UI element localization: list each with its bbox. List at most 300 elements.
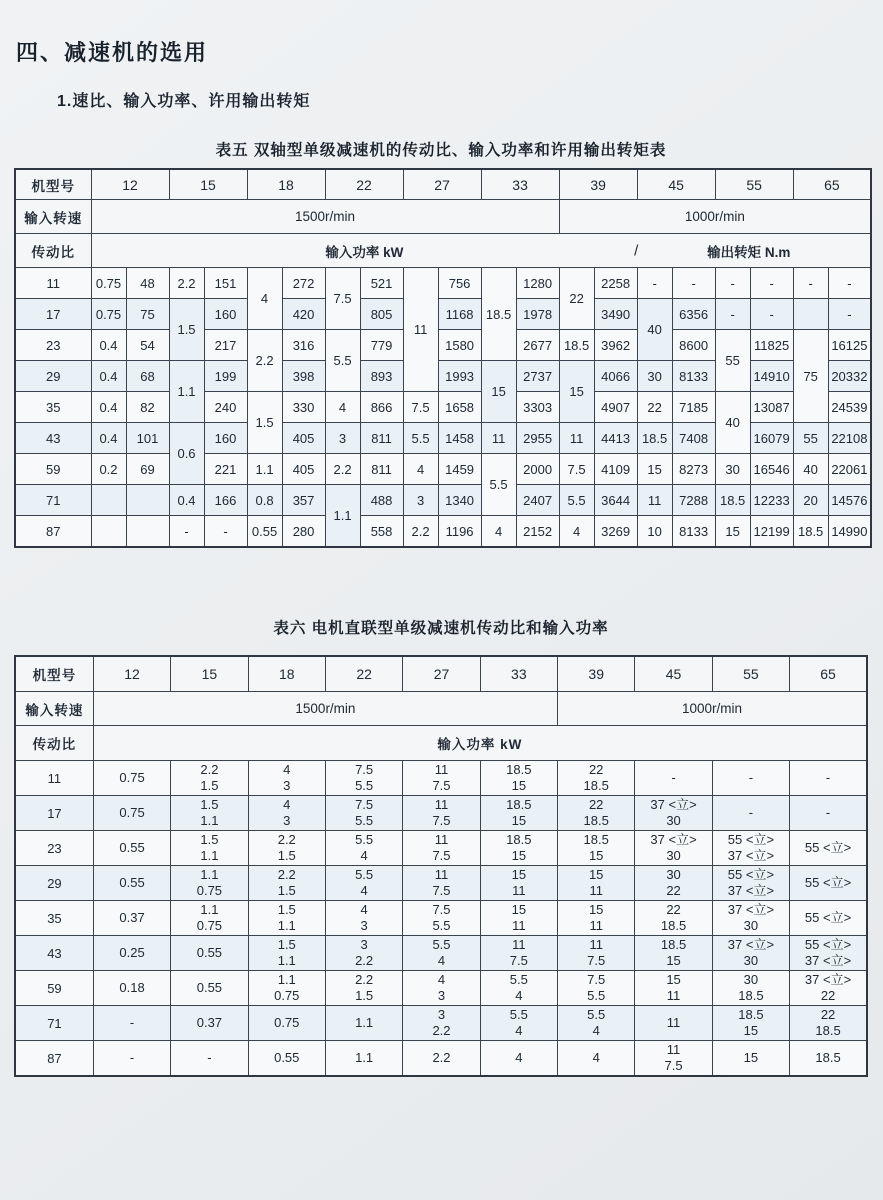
value-cell: 14990 (828, 516, 871, 548)
value-cell: 1280 (516, 268, 559, 299)
value-cell: 1.5 (247, 392, 282, 454)
power-value-line: - (207, 1050, 212, 1065)
power-value-line: 0.55 (274, 1050, 300, 1065)
power-cell (712, 936, 789, 971)
power-value-line: 15 (511, 778, 527, 793)
value-cell: 5.5 (559, 485, 594, 516)
power-value-line: 2.2 (355, 972, 374, 987)
power-value-line: 15 (666, 953, 681, 968)
value-cell: 15 (715, 516, 750, 548)
value-cell: - (204, 516, 247, 548)
power-cell (325, 831, 402, 866)
ratio-cell: 23 (15, 330, 91, 361)
value-cell: 15 (481, 361, 516, 423)
power-cell (93, 971, 170, 1006)
value-cell: 4109 (594, 454, 637, 485)
table-row (15, 936, 867, 971)
value-cell: 68 (126, 361, 169, 392)
table-row (15, 330, 871, 361)
power-value-line: 11 (589, 883, 603, 898)
value-cell: 221 (204, 454, 247, 485)
value-cell: 893 (360, 361, 403, 392)
power-value-line: 1.1 (200, 867, 219, 882)
value-cell: 40 (715, 392, 750, 454)
power-cell (635, 796, 712, 831)
value-cell: 0.6 (169, 423, 204, 485)
ratio-cell: 29 (15, 361, 91, 392)
power-value-line: 11 (589, 918, 603, 933)
power-cell (790, 936, 867, 971)
value-cell: 1340 (438, 485, 481, 516)
power-cell (325, 901, 402, 936)
value-cell: 1.5 (169, 299, 204, 361)
power-cell (712, 901, 789, 936)
power-value-line: 4 (592, 1023, 600, 1038)
model-header-cell: 12 (93, 656, 170, 692)
power-value-line: 15 (666, 972, 681, 987)
value-cell: 866 (360, 392, 403, 423)
power-value-line: 0.75 (119, 770, 145, 785)
power-value-line: 18.5 (583, 778, 609, 793)
power-value-line: 18.5 (583, 832, 609, 847)
power-value-line: 1.1 (277, 918, 296, 933)
power-value-line: 18.5 (815, 1023, 841, 1038)
power-cell (635, 866, 712, 901)
power-value-line: 1.5 (200, 797, 219, 812)
power-cell (480, 831, 557, 866)
power-cell (171, 796, 248, 831)
power-cell (558, 866, 635, 901)
table-row (15, 831, 867, 866)
power-value-line: 11 (434, 762, 449, 777)
ratio-cell: 17 (15, 796, 93, 831)
power-cell (171, 971, 248, 1006)
power-unit-label: 输入功率 kW (93, 726, 867, 761)
value-cell: 3 (325, 423, 360, 454)
model-header-cell: 65 (790, 656, 867, 692)
power-value-line: 30 (743, 953, 759, 968)
ratio-label: 传动比 (15, 726, 93, 761)
power-value-line: 11 (666, 1015, 681, 1030)
value-cell: 75 (126, 299, 169, 330)
power-cell (480, 866, 557, 901)
power-value-line: 30 (743, 918, 759, 933)
power-value-line: 15 (511, 813, 527, 828)
value-cell: 0.4 (91, 330, 126, 361)
ratio-cell: 35 (15, 392, 91, 423)
value-cell: 16546 (750, 454, 793, 485)
table-row (15, 516, 871, 548)
value-cell: 48 (126, 268, 169, 299)
table5-header (15, 169, 871, 268)
power-value-line: 1.1 (277, 972, 296, 987)
ratio-cell: 71 (15, 485, 91, 516)
table-row (15, 234, 871, 268)
value-cell: 8600 (672, 330, 715, 361)
power-value-line: 55 <立> (727, 832, 775, 847)
speed-1000-cell: 1000r/min (558, 692, 867, 726)
value-cell: 151 (204, 268, 247, 299)
power-cell (558, 1006, 635, 1041)
value-cell: 2.2 (169, 268, 204, 299)
value-cell: - (828, 268, 871, 299)
value-cell: 75 (793, 330, 828, 423)
value-cell: - (637, 268, 672, 299)
power-value-line: 4 (592, 1050, 600, 1065)
model-header-cell: 27 (403, 656, 480, 692)
power-cell (635, 1006, 712, 1041)
value-cell: 11 (637, 485, 672, 516)
value-cell: 22 (559, 268, 594, 330)
value-cell: 558 (360, 516, 403, 548)
power-cell (790, 831, 867, 866)
value-cell: - (715, 268, 750, 299)
value-cell: - (750, 268, 793, 299)
power-cell (93, 796, 170, 831)
power-value-line: 0.75 (196, 918, 223, 933)
power-value-line: 11 (434, 832, 449, 847)
value-cell: 11 (481, 423, 516, 454)
value-cell: 1580 (438, 330, 481, 361)
model-label: 机型号 (15, 656, 93, 692)
power-value-line: 3 (360, 918, 368, 933)
power-cell (248, 971, 325, 1006)
power-value-line: 18.5 (583, 813, 609, 828)
value-cell: 280 (282, 516, 325, 548)
power-value-line: 5.5 (509, 972, 528, 987)
power-value-line: 30 (666, 867, 681, 882)
power-value-line: 4 (515, 1023, 523, 1038)
ratio-cell: 11 (15, 761, 93, 796)
value-cell: 3269 (594, 516, 637, 548)
value-cell: 18.5 (481, 268, 516, 361)
power-cell (712, 866, 789, 901)
value-cell: 2677 (516, 330, 559, 361)
power-cell (635, 936, 712, 971)
value-cell: 7288 (672, 485, 715, 516)
power-value-line: 22 (588, 762, 604, 777)
table-row (15, 901, 867, 936)
table6-motor-direct-reducer (14, 655, 868, 1077)
power-cell (248, 901, 325, 936)
value-cell (91, 516, 126, 548)
table-row (15, 268, 871, 299)
ratio-cell: 71 (15, 1006, 93, 1041)
power-value-line: 4 (437, 953, 446, 968)
power-cell (480, 796, 557, 831)
value-cell: 69 (126, 454, 169, 485)
power-cell (93, 761, 170, 796)
table-row (15, 866, 867, 901)
power-cell (790, 1041, 867, 1077)
power-value-line: 5.5 (432, 918, 451, 933)
power-value-line: 7.5 (664, 1058, 683, 1073)
value-cell: 398 (282, 361, 325, 392)
value-cell: 4413 (594, 423, 637, 454)
model-header-cell: 18 (248, 656, 325, 692)
power-value-line: 22 (588, 797, 604, 812)
value-cell: 4 (481, 516, 516, 548)
value-cell: 1658 (438, 392, 481, 423)
power-value-line: - (748, 770, 754, 785)
value-cell: 160 (204, 423, 247, 454)
value-cell: 420 (282, 299, 325, 330)
power-value-line: 5.5 (587, 988, 606, 1003)
value-cell: - (828, 299, 871, 330)
power-value-line: 30 (666, 813, 681, 828)
power-value-line: 1.5 (277, 848, 296, 863)
power-value-line: 55 <立> (804, 840, 852, 855)
power-value-line: 55 <立> (804, 937, 852, 952)
units-cell (91, 234, 871, 268)
power-value-line: 18.5 (506, 832, 532, 847)
value-cell: - (750, 299, 793, 330)
power-value-line: 37 <立> (727, 883, 775, 898)
table-row (15, 169, 871, 200)
power-value-line: 1.5 (277, 937, 296, 952)
value-cell: 3962 (594, 330, 637, 361)
power-value-line: 15 (511, 848, 527, 863)
value-cell: 4907 (594, 392, 637, 423)
power-value-line: 37 <立> (727, 937, 775, 952)
value-cell: 14576 (828, 485, 871, 516)
power-cell (635, 1041, 712, 1077)
value-cell: 811 (360, 423, 403, 454)
table-row (15, 796, 867, 831)
value-cell: 811 (360, 454, 403, 485)
section-title: 四、减速机的选用 (16, 40, 209, 65)
divider-slash: / (634, 242, 639, 259)
power-cell (171, 866, 248, 901)
model-header-cell: 55 (712, 656, 789, 692)
value-cell (126, 516, 169, 548)
value-cell: 756 (438, 268, 481, 299)
power-value-line: 1.1 (355, 1015, 374, 1030)
power-value-line: 7.5 (432, 813, 451, 828)
power-value-line: 15 (588, 902, 604, 917)
value-cell: 6356 (672, 299, 715, 330)
power-cell (480, 1006, 557, 1041)
value-cell: 405 (282, 423, 325, 454)
value-cell: 18.5 (715, 485, 750, 516)
value-cell: 18.5 (793, 516, 828, 548)
power-cell (790, 1006, 867, 1041)
value-cell: 217 (204, 330, 247, 361)
power-cell (558, 1041, 635, 1077)
power-value-line: 0.37 (119, 910, 145, 925)
power-cell (403, 1006, 480, 1041)
value-cell: 22108 (828, 423, 871, 454)
power-cell (325, 971, 402, 1006)
subsection-title: 1.速比、输入功率、许用输出转矩 (57, 93, 311, 110)
power-cell (171, 1006, 248, 1041)
table-row (15, 485, 871, 516)
power-cell (712, 971, 789, 1006)
value-cell: - (715, 299, 750, 330)
power-value-line: - (825, 770, 831, 785)
value-cell: 240 (204, 392, 247, 423)
power-cell (93, 866, 170, 901)
value-cell: 272 (282, 268, 325, 299)
power-value-line: 15 (743, 1050, 759, 1065)
value-cell: 1.1 (169, 361, 204, 423)
power-value-line: 18.5 (738, 988, 764, 1003)
speed-1500-cell: 1500r/min (93, 692, 557, 726)
power-cell (93, 901, 170, 936)
table6-header (15, 656, 867, 761)
power-cell (248, 1006, 325, 1041)
value-cell: 12233 (750, 485, 793, 516)
power-cell (93, 831, 170, 866)
value-cell: 2.2 (247, 330, 282, 392)
value-cell (126, 485, 169, 516)
value-cell: 15 (637, 454, 672, 485)
power-value-line: 1.5 (200, 832, 219, 847)
power-cell (403, 831, 480, 866)
model-header-cell: 33 (481, 169, 559, 200)
power-cell (403, 936, 480, 971)
power-cell (712, 761, 789, 796)
ratio-cell: 11 (15, 268, 91, 299)
power-cell (558, 971, 635, 1006)
model-header-cell: 55 (715, 169, 793, 200)
value-cell: 11 (403, 268, 438, 392)
power-cell (93, 936, 170, 971)
power-value-line: 5.5 (432, 937, 451, 952)
value-cell: 22061 (828, 454, 871, 485)
value-cell: - (793, 268, 828, 299)
power-cell (790, 971, 867, 1006)
power-cell (480, 761, 557, 796)
value-cell: 3303 (516, 392, 559, 423)
power-value-line: 15 (743, 1023, 759, 1038)
power-value-line: 22 (820, 1007, 836, 1022)
table-row (15, 761, 867, 796)
value-cell: 18.5 (637, 423, 672, 454)
value-cell: 2407 (516, 485, 559, 516)
model-header-cell: 12 (91, 169, 169, 200)
power-cell (403, 761, 480, 796)
value-cell: 805 (360, 299, 403, 330)
value-cell: 405 (282, 454, 325, 485)
value-cell: 12199 (750, 516, 793, 548)
power-cell (248, 831, 325, 866)
power-cell (325, 796, 402, 831)
power-cell (712, 1006, 789, 1041)
ratio-cell: 59 (15, 971, 93, 1006)
power-cell (171, 831, 248, 866)
model-header-cell: 33 (480, 656, 557, 692)
table6-caption: 表六 电机直联型单级减速机传动比和输入功率 (273, 620, 609, 637)
power-cell (403, 901, 480, 936)
power-value-line: 7.5 (355, 797, 374, 812)
power-value-line: 0.55 (196, 945, 223, 960)
value-cell: 8133 (672, 516, 715, 548)
value-cell: 0.55 (247, 516, 282, 548)
speed-label: 输入转速 (15, 692, 93, 726)
power-cell (790, 761, 867, 796)
value-cell: 16125 (828, 330, 871, 361)
model-header-cell: 39 (559, 169, 637, 200)
model-header-cell: 45 (637, 169, 715, 200)
value-cell: 199 (204, 361, 247, 392)
ratio-label: 传动比 (15, 234, 91, 268)
power-value-line: 3 (283, 813, 291, 828)
model-header-cell: 65 (793, 169, 871, 200)
power-value-line: 15 (588, 848, 604, 863)
value-cell: 22 (637, 392, 672, 423)
table-row (15, 392, 871, 423)
value-cell: 3 (403, 485, 438, 516)
power-value-line: 7.5 (509, 953, 528, 968)
power-cell (790, 796, 867, 831)
power-value-line: 1.1 (277, 953, 296, 968)
torque-unit-label: 输出转矩 N.m (707, 244, 791, 260)
table-row (15, 1041, 867, 1077)
value-cell: 0.75 (91, 268, 126, 299)
value-cell: 3644 (594, 485, 637, 516)
value-cell: 4066 (594, 361, 637, 392)
value-cell: 0.8 (247, 485, 282, 516)
power-value-line: 7.5 (432, 848, 451, 863)
power-cell (171, 936, 248, 971)
ratio-cell: 87 (15, 1041, 93, 1077)
power-value-line: 4 (360, 902, 368, 917)
power-value-line: 3 (360, 937, 368, 952)
power-value-line: 4 (283, 797, 291, 812)
speed-1000-cell: 1000r/min (559, 200, 871, 234)
power-value-line: 11 (666, 988, 681, 1003)
power-cell (635, 761, 712, 796)
power-cell (403, 866, 480, 901)
value-cell: 11825 (750, 330, 793, 361)
power-value-line: 1.1 (355, 1050, 374, 1065)
power-cell (325, 761, 402, 796)
table5-caption: 表五 双轴型单级减速机的传动比、输入功率和许用输出转矩表 (215, 142, 667, 159)
power-value-line: 18.5 (506, 762, 532, 777)
value-cell: 316 (282, 330, 325, 361)
power-value-line: 7.5 (432, 902, 451, 917)
power-value-line: 37 <立> (804, 972, 852, 987)
power-value-line: 0.75 (119, 805, 145, 820)
value-cell: 779 (360, 330, 403, 361)
power-value-line: 0.55 (119, 840, 145, 855)
power-value-line: 37 <立> (804, 953, 852, 968)
value-cell: 14910 (750, 361, 793, 392)
table-row (15, 971, 867, 1006)
power-value-line: 2.2 (277, 867, 296, 882)
value-cell: 55 (715, 330, 750, 392)
table-row (15, 454, 871, 485)
model-header-cell: 27 (403, 169, 481, 200)
model-header-cell: 15 (169, 169, 247, 200)
power-value-line: 5.5 (355, 778, 374, 793)
value-cell: 13087 (750, 392, 793, 423)
power-cell (558, 936, 635, 971)
power-value-line: 11 (512, 918, 526, 933)
value-cell (91, 485, 126, 516)
value-cell: 1993 (438, 361, 481, 392)
power-cell (403, 1041, 480, 1077)
power-cell (712, 831, 789, 866)
value-cell: 521 (360, 268, 403, 299)
power-value-line: 1.5 (355, 988, 374, 1003)
power-cell (248, 936, 325, 971)
power-value-line: 7.5 (587, 953, 606, 968)
value-cell: 1196 (438, 516, 481, 548)
value-cell: 488 (360, 485, 403, 516)
power-value-line: 7.5 (587, 972, 606, 987)
